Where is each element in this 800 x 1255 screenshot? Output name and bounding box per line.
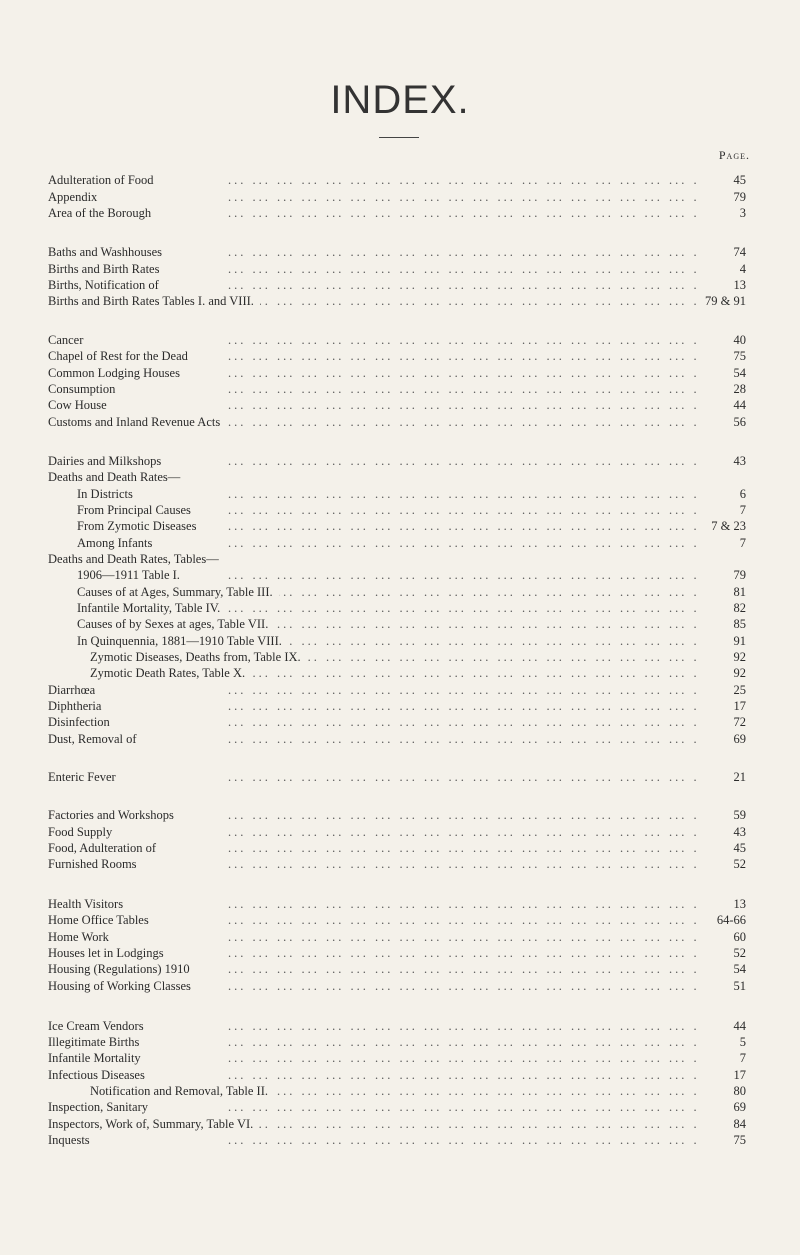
dot-leader: [228, 262, 700, 276]
index-term: Causes of by Sexes at ages, Table VII.: [77, 617, 274, 631]
dot-leader: [228, 808, 700, 822]
index-term: Births and Birth Rates: [48, 262, 165, 276]
index-term: From Principal Causes: [77, 503, 197, 517]
index-term: Diarrhœa: [48, 683, 101, 697]
dot-leader: [228, 245, 700, 259]
index-entry: [48, 585, 748, 599]
index-entry: [48, 519, 748, 533]
index-page-number: 6: [736, 487, 746, 501]
index-term: Furnished Rooms: [48, 857, 143, 871]
index-entry: [48, 1019, 748, 1033]
index-entry: [48, 617, 748, 631]
index-entry: [48, 245, 748, 259]
index-page-number: 52: [730, 946, 747, 960]
index-term: Infantile Mortality: [48, 1051, 147, 1065]
index-entry: [48, 683, 748, 697]
page-title: INDEX.: [330, 78, 470, 122]
index-entry: [48, 1035, 748, 1049]
dot-leader: [228, 585, 700, 599]
index-term: Dust, Removal of: [48, 732, 143, 746]
index-page-number: 13: [730, 897, 747, 911]
index-term: In Quinquennia, 1881—1910 Table VIII.: [77, 634, 288, 648]
index-page-number: 92: [730, 666, 747, 680]
index-term: Enteric Fever: [48, 770, 122, 784]
dot-leader: [228, 568, 700, 582]
dot-leader: [228, 1019, 700, 1033]
index-page-number: 91: [730, 634, 747, 648]
index-entry: [48, 841, 748, 855]
index-term: Factories and Workshops: [48, 808, 180, 822]
index-term: Ice Cream Vendors: [48, 1019, 150, 1033]
index-entry: [48, 568, 748, 582]
index-term: Appendix: [48, 190, 103, 204]
dot-leader: [228, 278, 700, 292]
index-term: From Zymotic Diseases: [77, 519, 202, 533]
index-entry: [48, 173, 748, 187]
dot-leader: [228, 946, 700, 960]
index-entry: [48, 930, 748, 944]
index-entry: [48, 503, 748, 517]
index-term: Births, Notification of: [48, 278, 165, 292]
index-page-number: 75: [730, 1133, 747, 1147]
index-entry: [48, 1051, 748, 1065]
index-entry: [48, 857, 748, 871]
index-page-number: 81: [730, 585, 747, 599]
index-term: Health Visitors: [48, 897, 129, 911]
index-page-number: 64-66: [713, 913, 746, 927]
index-page-number: 51: [730, 979, 747, 993]
page-column-heading: Page.: [718, 148, 750, 162]
index-term: Inquests: [48, 1133, 96, 1147]
dot-leader: [228, 536, 700, 550]
index-page-number: 44: [730, 1019, 747, 1033]
index-page-number: 5: [736, 1035, 746, 1049]
dot-leader: [228, 857, 700, 871]
dot-leader: [228, 519, 700, 533]
index-term: Home Office Tables: [48, 913, 155, 927]
dot-leader: [228, 979, 700, 993]
dot-leader: [228, 913, 700, 927]
index-entry: [48, 634, 748, 648]
dot-leader: [228, 699, 700, 713]
index-term: Customs and Inland Revenue Acts: [48, 415, 226, 429]
dot-leader: [228, 503, 700, 517]
index-term: Area of the Borough: [48, 206, 157, 220]
index-term: Inspectors, Work of, Summary, Table VI.: [48, 1117, 259, 1131]
index-entry: [48, 278, 748, 292]
dot-leader: [228, 825, 700, 839]
index-term: Housing of Working Classes: [48, 979, 197, 993]
index-entry: [48, 190, 748, 204]
dot-leader: [228, 634, 700, 648]
index-term: Dairies and Milkshops: [48, 454, 167, 468]
index-page-number: 60: [730, 930, 747, 944]
index-entry: [48, 487, 748, 501]
index-entry: [48, 206, 748, 220]
index-term: Notification and Removal, Table II.: [90, 1084, 274, 1098]
index-term: Among Infants: [77, 536, 158, 550]
index-term: Consumption: [48, 382, 121, 396]
dot-leader: [228, 962, 700, 976]
index-entry: [48, 470, 748, 484]
dot-leader: [228, 333, 700, 347]
index-entry: [48, 825, 748, 839]
index-page-number: 7 & 23: [707, 519, 746, 533]
index-page-number: 45: [730, 173, 747, 187]
index-page-number: 28: [730, 382, 747, 396]
index-page-number: 72: [730, 715, 747, 729]
index-entry: [48, 1084, 748, 1098]
dot-leader: [228, 897, 700, 911]
index-term: Food, Adulteration of: [48, 841, 162, 855]
index-page-number: 43: [730, 454, 747, 468]
index-entry: [48, 294, 748, 308]
index-page-number: 54: [730, 366, 747, 380]
index-entry: [48, 946, 748, 960]
dot-leader: [228, 382, 700, 396]
dot-leader: [228, 841, 700, 855]
index-term: Cancer: [48, 333, 89, 347]
index-entry: [48, 1117, 748, 1131]
index-entry: [48, 333, 748, 347]
index-page-number: 79 & 91: [701, 294, 746, 308]
index-page-number: 56: [730, 415, 747, 429]
dot-leader: [228, 366, 700, 380]
index-page-number: 40: [730, 333, 747, 347]
dot-leader: [228, 398, 700, 412]
index-term: Adulteration of Food: [48, 173, 160, 187]
index-term: Deaths and Death Rates—: [48, 470, 186, 484]
index-page-number: 82: [730, 601, 747, 615]
index-entry: [48, 398, 748, 412]
index-page-number: 92: [730, 650, 747, 664]
index-page-number: 85: [730, 617, 747, 631]
index-page-number: 7: [736, 1051, 746, 1065]
dot-leader: [228, 1051, 700, 1065]
index-page-number: 7: [736, 503, 746, 517]
index-term: Zymotic Diseases, Deaths from, Table IX.: [90, 650, 307, 664]
index-entry: [48, 1100, 748, 1114]
index-page-number: 75: [730, 349, 747, 363]
index-page-number: 45: [730, 841, 747, 855]
index-entry: [48, 366, 748, 380]
index-term: Houses let in Lodgings: [48, 946, 170, 960]
index-term: Illegitimate Births: [48, 1035, 145, 1049]
index-page-number: 79: [730, 190, 747, 204]
dot-leader: [228, 617, 700, 631]
index-term: Cow House: [48, 398, 113, 412]
dot-leader: [228, 1084, 700, 1098]
index-term: Baths and Washhouses: [48, 245, 168, 259]
index-entry: [48, 1068, 748, 1082]
index-entry: [48, 962, 748, 976]
index-entry: [48, 1133, 748, 1147]
index-term: Chapel of Rest for the Dead: [48, 349, 194, 363]
dot-leader: [228, 1133, 700, 1147]
index-page-number: 17: [730, 699, 747, 713]
index-entry: [48, 979, 748, 993]
index-page-number: 44: [730, 398, 747, 412]
index-page-number: 17: [730, 1068, 747, 1082]
index-term: Common Lodging Houses: [48, 366, 186, 380]
index-page-number: 54: [730, 962, 747, 976]
index-term: Inspection, Sanitary: [48, 1100, 154, 1114]
dot-leader: [228, 683, 700, 697]
index-page-number: 59: [730, 808, 747, 822]
index-term: Home Work: [48, 930, 115, 944]
index-term: Disinfection: [48, 715, 116, 729]
dot-leader: [228, 1035, 700, 1049]
index-page-number: 25: [730, 683, 747, 697]
index-page-number: 69: [730, 732, 747, 746]
index-page-number: 7: [736, 536, 746, 550]
title-rule: [379, 137, 419, 138]
dot-leader: [228, 1100, 700, 1114]
index-term: Diphtheria: [48, 699, 107, 713]
index-entry: [48, 715, 748, 729]
dot-leader: [228, 349, 700, 363]
dot-leader: [228, 454, 700, 468]
index-page-number: 79: [730, 568, 747, 582]
index-entry: [48, 913, 748, 927]
index-page-number: 74: [730, 245, 747, 259]
index-entry: [48, 897, 748, 911]
index-page-number: 52: [730, 857, 747, 871]
dot-leader: [228, 732, 700, 746]
index-term: 1906—1911 Table I.: [77, 568, 186, 582]
index-entry: [48, 650, 748, 664]
index-term: Deaths and Death Rates, Tables—: [48, 552, 225, 566]
index-term: In Districts: [77, 487, 139, 501]
index-entry: [48, 262, 748, 276]
index-term: Births and Birth Rates Tables I. and VIII.: [48, 294, 260, 308]
index-entry: [48, 732, 748, 746]
index-entry: [48, 415, 748, 429]
dot-leader: [228, 190, 700, 204]
dot-leader: [228, 930, 700, 944]
index-entry: [48, 770, 748, 784]
index-entry: [48, 601, 748, 615]
index-page-number: 80: [730, 1084, 747, 1098]
index-entry: [48, 536, 748, 550]
dot-leader: [228, 715, 700, 729]
index-term: Food Supply: [48, 825, 118, 839]
index-term: Infantile Mortality, Table IV.: [77, 601, 226, 615]
index-page-number: 3: [736, 206, 746, 220]
index-page-number: 13: [730, 278, 747, 292]
dot-leader: [228, 415, 700, 429]
index-page-number: 4: [736, 262, 746, 276]
index-term: Zymotic Death Rates, Table X.: [90, 666, 251, 680]
index-page-number: 21: [730, 770, 747, 784]
index-term: Housing (Regulations) 1910: [48, 962, 196, 976]
dot-leader: [228, 601, 700, 615]
dot-leader: [228, 206, 700, 220]
dot-leader: [228, 666, 700, 680]
index-page-number: 69: [730, 1100, 747, 1114]
index-entry: [48, 382, 748, 396]
index-entry: [48, 699, 748, 713]
index-entry: [48, 349, 748, 363]
index-term: Infectious Diseases: [48, 1068, 151, 1082]
index-entry: [48, 666, 748, 680]
dot-leader: [228, 294, 700, 308]
dot-leader: [228, 1117, 700, 1131]
dot-leader: [228, 173, 700, 187]
index-term: Causes of at Ages, Summary, Table III.: [77, 585, 279, 599]
dot-leader: [228, 487, 700, 501]
index-entry: [48, 552, 748, 566]
dot-leader: [228, 1068, 700, 1082]
index-entry: [48, 808, 748, 822]
dot-leader: [228, 770, 700, 784]
index-page-number: 84: [730, 1117, 747, 1131]
index-entry: [48, 454, 748, 468]
index-page-number: 43: [730, 825, 747, 839]
